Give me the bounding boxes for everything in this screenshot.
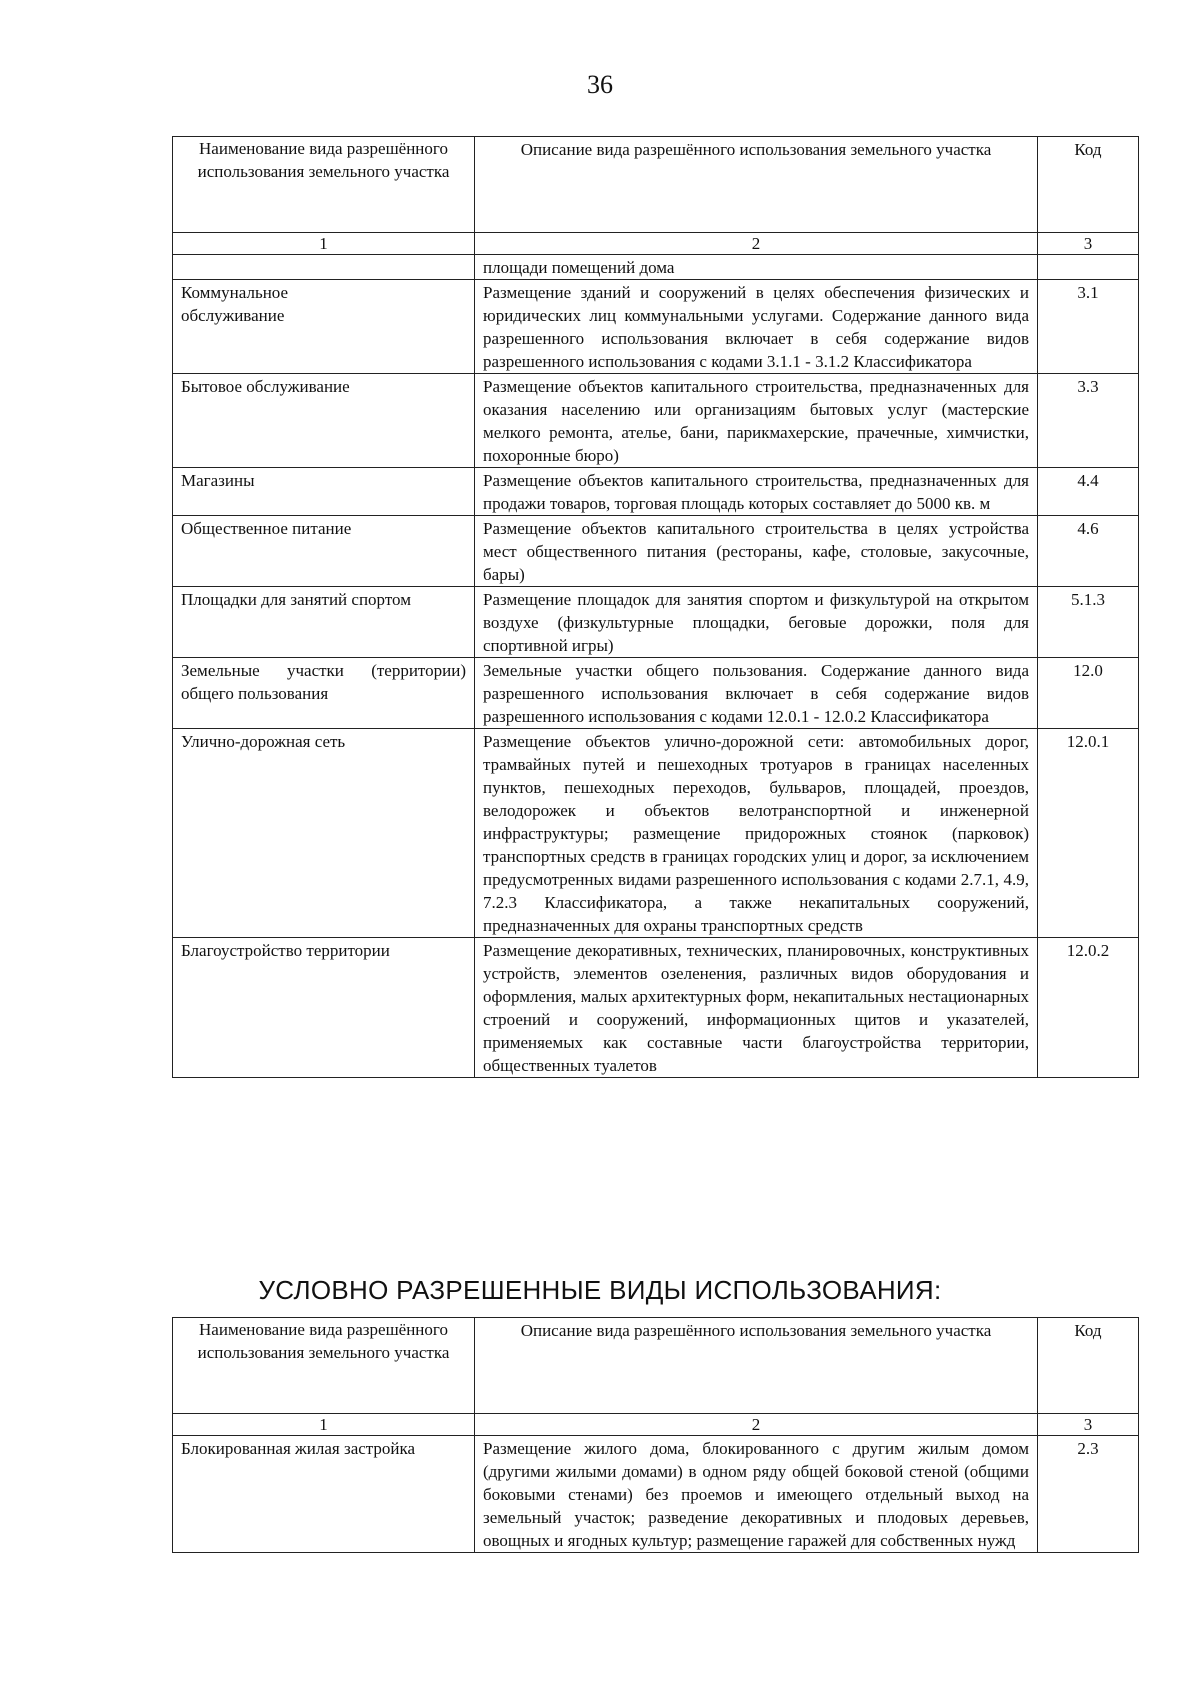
code-cell: 12.0.2 [1038,938,1139,1078]
description-cell: Размещение объектов капитального строительства в целях устройства мест общественного питания (рестораны, кафе, столовые, закусочные, бары) [475,516,1038,587]
column-number: 3 [1038,233,1139,255]
header-code-cell: Код [1038,137,1139,233]
table-row [173,255,1139,280]
code-cell: 4.6 [1038,516,1139,587]
table-header-row [173,137,1139,233]
header-description-cell: Описание вида разрешённого использования земельного участка [475,1318,1038,1414]
code-cell: 3.1 [1038,280,1139,374]
code-cell [1038,255,1139,280]
description-cell: Размещение площадок для занятия спортом и физкультурой на открытом воздухе (физкультурные площадки, беговые дорожки, поля для спортивной игры) [475,587,1038,658]
code-cell: 4.4 [1038,468,1139,516]
name-cell: Коммунальное обслуживание [173,280,475,374]
permitted-uses-table [172,136,1139,1078]
code-cell: 3.3 [1038,374,1139,468]
header-code-cell: Код [1038,1318,1139,1414]
table-row [173,938,1139,1078]
conditional-uses-table [172,1317,1139,1553]
column-number-row [173,1414,1139,1436]
code-cell: 5.1.3 [1038,587,1139,658]
column-number: 2 [475,1414,1038,1436]
table-row [173,658,1139,729]
name-cell: Магазины [173,468,475,516]
name-cell [173,255,475,280]
column-number-row [173,233,1139,255]
column-number: 1 [173,233,475,255]
name-cell: Бытовое обслуживание [173,374,475,468]
description-cell: Размещение жилого дома, блокированного с другим жилым домом (другими жилыми домами) в одном ряду общей боковой стеной (общими боковыми стенами) без проемов и имеющего отдельный выход на земельный участок; разведение декоративных и плодовых деревьев, овощных и ягодных культур; размещение гаражей для собственных нужд [475,1436,1038,1553]
table-row [173,587,1139,658]
page-number: 36 [587,70,613,99]
name-cell: Площадки для занятий спортом [173,587,475,658]
description-cell: Размещение зданий и сооружений в целях обеспечения физических и юридических лиц коммунальными услугами. Содержание данного вида разрешенного использования включает в себя содержание видов разрешенного использования с кодами 3.1.1 - 3.1.2 Классификатора [475,280,1038,374]
code-cell: 12.0.1 [1038,729,1139,938]
table-row [173,374,1139,468]
code-cell: 12.0 [1038,658,1139,729]
header-name-cell: Наименование вида разрешённого использования земельного участка [173,1318,475,1414]
description-cell: площади помещений дома [475,255,1038,280]
description-cell: Земельные участки общего пользования. Содержание данного вида разрешенного использования включает в себя содержание видов разрешенного использования с кодами 12.0.1 - 12.0.2 Классификатора [475,658,1038,729]
description-cell: Размещение объектов улично-дорожной сети: автомобильных дорог, трамвайных путей и пешеходных тротуаров в границах населенных пунктов, пешеходных переходов, бульваров, площадей, проездов, велодорожек и объектов велотранспортной и инженерной инфраструктуры; размещение придорожных стоянок (парковок) транспортных средств в границах городских улиц и дорог, за исключением предусмотренных видами разрешенного использования с кодами 2.7.1, 4.9, 7.2.3 Классификатора, а также некапитальных сооружений, предназначенных для охраны транспортных средств [475,729,1038,938]
description-cell: Размещение объектов капитального строительства, предназначенных для продажи товаров, торговая площадь которых составляет до 5000 кв. м [475,468,1038,516]
table-row [173,280,1139,374]
name-cell: Улично-дорожная сеть [173,729,475,938]
name-cell: Благоустройство территории [173,938,475,1078]
name-cell: Блокированная жилая застройка [173,1436,475,1553]
description-cell: Размещение объектов капитального строительства, предназначенных для оказания населению или организациям бытовых услуг (мастерские мелкого ремонта, ателье, бани, парикмахерские, прачечные, химчистки, похоронные бюро) [475,374,1038,468]
column-number: 1 [173,1414,475,1436]
header-name-cell: Наименование вида разрешённого использования земельного участка [173,137,475,233]
description-cell: Размещение декоративных, технических, планировочных, конструктивных устройств, элементов озеленения, различных видов оборудования и оформления, малых архитектурных форм, некапитальных нестационарных строений и сооружений, информационных щитов и указателей, применяемых как составные части благоустройства территории, общественных туалетов [475,938,1038,1078]
code-cell: 2.3 [1038,1436,1139,1553]
column-number: 2 [475,233,1038,255]
name-cell: Общественное питание [173,516,475,587]
table-row [173,1436,1139,1553]
table-row [173,729,1139,938]
column-number: 3 [1038,1414,1139,1436]
name-cell: Земельные участки (территории) общего пользования [173,658,475,729]
table-header-row [173,1318,1139,1414]
section-title: УСЛОВНО РАЗРЕШЕННЫЕ ВИДЫ ИСПОЛЬЗОВАНИЯ: [258,1275,942,1305]
header-description-cell: Описание вида разрешённого использования земельного участка [475,137,1038,233]
table-row [173,516,1139,587]
table-row [173,468,1139,516]
